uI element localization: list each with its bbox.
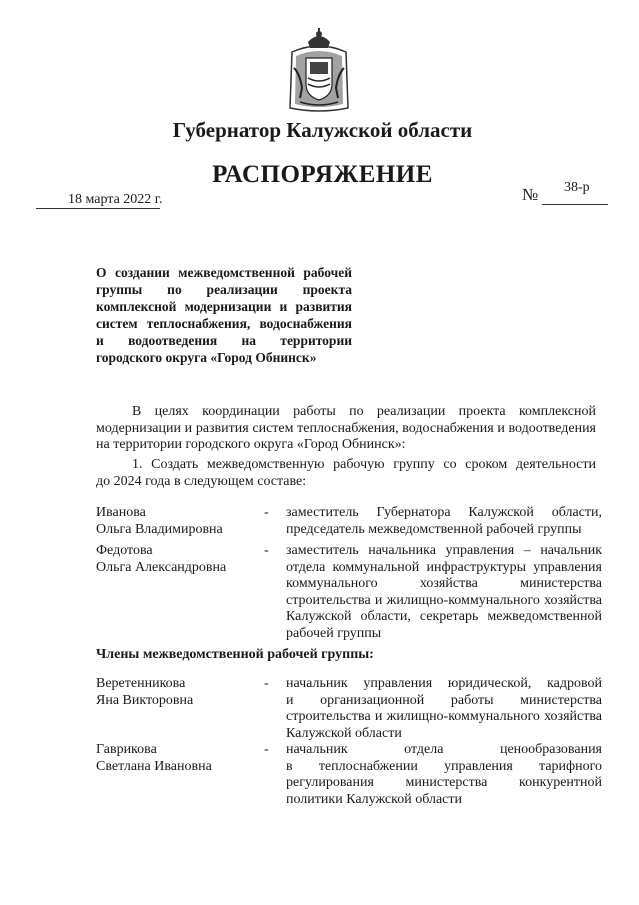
coat-of-arms-icon: [286, 28, 352, 112]
document-subject: [96, 264, 352, 366]
member-surname: Веретенникова: [96, 676, 186, 691]
number-underline: [542, 204, 608, 205]
number-label: №: [522, 185, 539, 204]
role-line: регулирования министерства конкурентной: [286, 775, 602, 790]
member-given-names: Яна Викторовна: [96, 692, 194, 708]
member-name: [96, 742, 266, 775]
role-line: Калужской области, секретарь межведомственной: [286, 609, 602, 624]
member-dash: -: [264, 505, 269, 520]
date-value: 18 марта 2022 г.: [68, 192, 163, 207]
role-line: коммунального хозяйства министерства: [286, 576, 602, 591]
subject-line: систем теплоснабжения, водоснабжения: [96, 316, 352, 331]
member-role: [286, 742, 602, 808]
preamble-line: на территории городского округа «Город Обнинск»:: [96, 437, 406, 452]
item-1-paragraph: [96, 457, 596, 490]
member-given-names: Ольга Александровна: [96, 559, 227, 575]
member-surname: Гаврикова: [96, 742, 157, 757]
member-dash: -: [264, 676, 269, 691]
preamble-paragraph: [96, 404, 596, 454]
member-given-names: Ольга Владимировна: [96, 521, 223, 537]
member-name: [96, 505, 266, 538]
subject-line: О создании межведомственной рабочей: [96, 265, 352, 280]
item-1-line: до 2024 года в следующем составе:: [96, 473, 307, 489]
member-dash: -: [264, 543, 269, 558]
document-type-heading: РАСПОРЯЖЕНИЕ: [212, 161, 433, 188]
item-1-line: 1. Создать межведомственную рабочую группу со сроком деятельности: [132, 457, 596, 472]
role-line: начальник отдела ценообразования: [286, 742, 602, 757]
number-value: 38-р: [564, 180, 590, 195]
role-line: политики Калужской области: [286, 791, 462, 807]
role-line: начальник управления юридической, кадровой: [286, 676, 602, 691]
subject-line: городского округа «Город Обнинск»: [96, 350, 317, 365]
role-line: строительства и жилищно-коммунального хозяйства: [286, 709, 602, 724]
role-line: и организационной работы министерства: [286, 692, 602, 708]
preamble-line: В целях координации работы по реализации проекта комплексной: [132, 404, 596, 419]
member-name: [96, 676, 266, 709]
subject-line: группы по реализации проекта: [96, 282, 352, 297]
date-underline: [36, 208, 160, 209]
role-line: в теплоснабжении управления тарифного: [286, 758, 602, 774]
role-line: заместитель начальника управления – начальник: [286, 543, 602, 558]
role-line: председатель межведомственной рабочей группы: [286, 521, 582, 537]
preamble-line: модернизации и развития систем теплоснабжения, водоснабжения и водоотведения: [96, 420, 596, 436]
subject-line: и водоотведения на территории: [96, 333, 352, 348]
member-name: [96, 543, 266, 576]
governor-title: Губернатор Калужской области: [172, 118, 473, 142]
member-given-names: Светлана Ивановна: [96, 758, 212, 774]
members-heading: Члены межведомственной рабочей группы:: [96, 647, 374, 662]
role-line: Калужской области: [286, 725, 402, 741]
role-line: отдела коммунальной инфраструктуры управления: [286, 559, 602, 575]
member-role: [286, 543, 602, 642]
member-surname: Федотова: [96, 543, 153, 558]
role-line: рабочей группы: [286, 625, 382, 641]
member-role: [286, 505, 602, 538]
member-surname: Иванова: [96, 505, 146, 520]
role-line: строительства и жилищно-коммунального хозяйства: [286, 592, 602, 608]
member-dash: -: [264, 742, 269, 757]
subject-line: комплексной модернизации и развития: [96, 299, 352, 314]
role-line: заместитель Губернатора Калужской области,: [286, 505, 602, 520]
member-role: [286, 676, 602, 742]
